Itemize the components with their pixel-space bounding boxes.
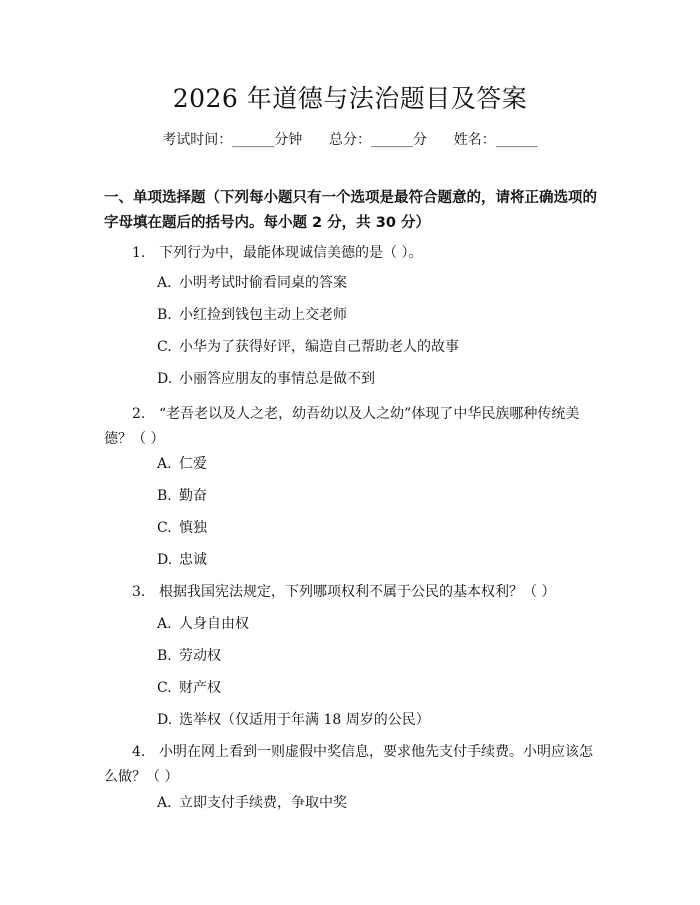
option-letter: A. xyxy=(157,456,172,472)
option-1b xyxy=(157,303,347,328)
option-letter: A. xyxy=(157,795,172,811)
question-number: 3. xyxy=(132,584,146,600)
option-letter: B. xyxy=(157,307,172,323)
option-text: 小红捡到钱包主动上交老师 xyxy=(179,307,347,323)
option-letter: C. xyxy=(157,680,172,696)
option-2d xyxy=(157,548,207,573)
option-text: 人身自由权 xyxy=(179,616,249,632)
option-letter: A. xyxy=(157,616,172,632)
option-text: 劳动权 xyxy=(179,648,221,664)
option-3a xyxy=(157,612,249,637)
option-2c xyxy=(157,516,207,541)
option-1c xyxy=(157,335,459,360)
option-text: 小丽答应朋友的事情总是做不到 xyxy=(179,371,375,387)
option-text: 小华为了获得好评，编造自己帮助老人的故事 xyxy=(179,339,459,355)
question-text: “老吾老以及人之老，幼吾幼以及人之幼”体现了中华民族哪种传统美德？（ ） xyxy=(104,406,580,447)
exam-info-line: 考试时间：______分钟 总分：______分 姓名：______ xyxy=(162,132,538,148)
option-text: 财产权 xyxy=(179,680,221,696)
option-2b xyxy=(157,484,207,509)
option-letter: D. xyxy=(157,712,173,728)
question-number: 2. xyxy=(132,406,146,422)
option-letter: A. xyxy=(157,275,172,291)
question-number: 1. xyxy=(132,245,146,261)
question-number: 4. xyxy=(132,744,146,760)
option-3c xyxy=(157,676,221,701)
question-text: 小明在网上看到一则虚假中奖信息，要求他先支付手续费。小明应该怎么做？（ ） xyxy=(104,744,593,785)
option-1a xyxy=(157,271,347,296)
option-4a xyxy=(157,791,347,816)
option-3d xyxy=(157,708,430,733)
option-3b xyxy=(157,644,221,669)
option-text: 仁爱 xyxy=(179,456,207,472)
option-letter: D. xyxy=(157,552,173,568)
option-letter: B. xyxy=(157,488,172,504)
page-title: 2026 年道德与法治题目及答案 xyxy=(172,84,528,113)
option-text: 忠诚 xyxy=(179,552,207,568)
option-letter: B. xyxy=(157,648,172,664)
option-text: 慎独 xyxy=(179,520,207,536)
question-text: 根据我国宪法规定，下列哪项权利不属于公民的基本权利？（ ） xyxy=(159,584,556,600)
question-4 xyxy=(104,740,600,790)
option-text: 立即支付手续费，争取中奖 xyxy=(179,795,347,811)
option-text: 小明考试时偷看同桌的答案 xyxy=(179,275,347,291)
option-1d xyxy=(157,367,375,392)
option-text: 勤奋 xyxy=(179,488,207,504)
option-letter: C. xyxy=(157,520,172,536)
option-2a xyxy=(157,452,207,477)
option-text: 选举权（仅适用于年满 18 周岁的公民） xyxy=(179,712,430,728)
question-text: 下列行为中，最能体现诚信美德的是（ ）。 xyxy=(159,245,423,261)
section-heading: 一、单项选择题（下列每小题只有一个选项是最符合题意的，请将正确选项的字母填在题后的括号内。每小题 2 分，共 30 分） xyxy=(104,190,597,231)
option-letter: C. xyxy=(157,339,172,355)
question-2 xyxy=(104,402,600,452)
option-letter: D. xyxy=(157,371,173,387)
